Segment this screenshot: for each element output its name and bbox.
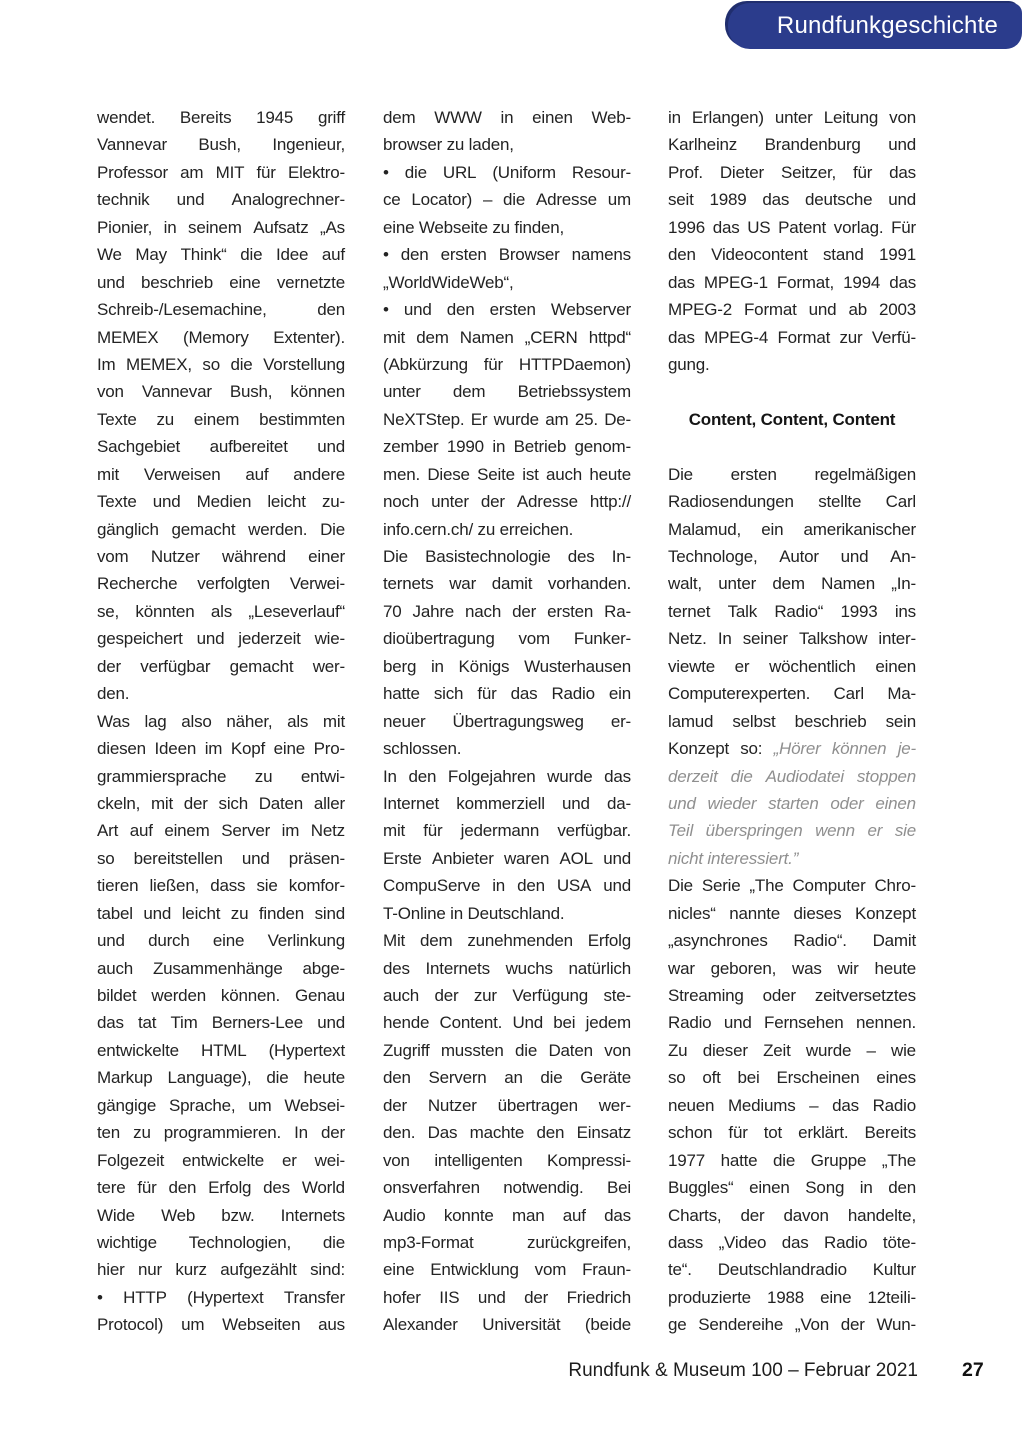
text-line: Alexander Universität (beide <box>383 1315 631 1335</box>
text-line: eine Webseite zu finden, <box>383 217 565 237</box>
text-line: Zu dieser Zeit wurde – wie <box>668 1040 916 1060</box>
text-line: grammiersprache zu entwi- <box>97 766 345 786</box>
text-line: gängige Sprache, um Websei- <box>97 1095 345 1115</box>
text-line: CompuServe in den USA und <box>383 876 631 896</box>
text-line: 70 Jahre nach der ersten Ra- <box>383 601 631 621</box>
text-line: neuen Mediums – das Radio <box>668 1095 916 1115</box>
text-line: den. Das machte den Einsatz <box>383 1123 631 1143</box>
text-line: gänglich gemacht werden. Die <box>97 519 345 539</box>
text-line: hatte sich für das Radio ein <box>383 684 631 704</box>
text-line: Texte und Medien leicht zu- <box>97 492 345 512</box>
text-line: dass „Video das Radio töte- <box>668 1232 916 1252</box>
text-line: T-Online in Deutschland. <box>383 903 565 923</box>
text-line: des Internets wuchs natürlich <box>383 958 631 978</box>
text-line: Zugriff mussten die Daten von <box>383 1040 631 1060</box>
text-line: auch Zusammenhänge abge- <box>97 958 345 978</box>
text-line: 1977 hatte die Gruppe „The <box>668 1150 916 1170</box>
text-line: mit für jedermann verfügbar. <box>383 821 631 841</box>
text-line: • den ersten Browser namens <box>383 245 631 265</box>
text-line: „WorldWideWeb“, <box>383 272 514 292</box>
text-line: Content, Content, Content <box>688 409 896 429</box>
text-line: NeXTStep. Er wurde am 25. De- <box>383 409 631 429</box>
text-line: neuer Übertragungsweg er- <box>383 711 631 731</box>
text-line: hende Content. Und bei jedem <box>383 1013 631 1033</box>
text-line: dem WWW in einen Web- <box>383 108 631 127</box>
text-line: (Abkürzung für HTTPDaemon) <box>383 354 631 374</box>
text-line: Charts, der davon handelte, <box>668 1205 916 1225</box>
text-line: der Nutzer übertragen wer- <box>383 1095 631 1115</box>
text-line: Erste Anbieter waren AOL und <box>383 848 631 868</box>
text-line <box>668 433 916 460</box>
text-line: eine Entwicklung vom Fraun- <box>383 1260 631 1280</box>
footer-journal-title: Rundfunk & Museum 100 – Februar 2021 <box>568 1360 918 1381</box>
text-line: 1996 das US Patent vorlag. Für <box>668 217 916 237</box>
text-line: auch der zur Verfügung ste- <box>383 986 631 1005</box>
text-line: ckeln, mit der sich Daten aller <box>97 793 345 813</box>
text-line: Schreib-/Lesemachine, den <box>97 300 345 320</box>
text-line: Sachgebiet aufbereitet und <box>97 437 345 457</box>
text-line: Malamud, ein amerikanischer <box>668 519 916 539</box>
text-line: das MPEG-1 Format, 1994 das <box>668 272 916 292</box>
text-line: derzeit die Audiodatei stoppen <box>668 766 916 786</box>
text-line: in Erlangen) unter Leitung von <box>668 108 916 127</box>
text-line: se, könnten als „Leseverlauf“ <box>97 601 345 621</box>
text-line: Mit dem zunehmenden Erfolg <box>383 931 631 951</box>
text-line: so bereitstellen und präsen- <box>97 848 345 868</box>
text-line: nicles“ nannte dieses Konzept <box>668 903 916 923</box>
text-line: den Servern an die Geräte <box>383 1068 631 1088</box>
text-line: te“. Deutschlandradio Kultur <box>668 1260 916 1280</box>
text-line: den Videocontent stand 1991 <box>668 245 916 265</box>
text-line: und beschrieb eine vernetzte <box>97 272 345 292</box>
text-line: Markup Language), die heute <box>97 1068 345 1088</box>
text-line: und durch eine Verlinkung <box>97 931 345 951</box>
text-line: Protocol) um Webseiten aus <box>97 1315 345 1335</box>
text-line: Radio und Fernsehen nennen. <box>668 1013 916 1033</box>
text-line: von intelligenten Kompressi- <box>383 1150 631 1170</box>
text-line: Technologe, Autor und An- <box>668 547 916 566</box>
text-line: diesen Ideen im Kopf eine Pro- <box>97 739 345 759</box>
text-line: Radiosendungen stellte Carl <box>668 492 916 512</box>
text-line: berg in Königs Wusterhausen <box>383 656 631 676</box>
text-line: war geboren, was wir heute <box>668 958 916 978</box>
text-line: • die URL (Uniform Resour- <box>383 162 631 182</box>
text-line: Recherche verfolgten Verwei- <box>97 574 345 594</box>
text-line: bildet werden können. Genau <box>97 986 345 1005</box>
text-line: onsverfahren notwendig. Bei <box>383 1178 631 1198</box>
text-line: schon für tot erklärt. Bereits <box>668 1123 916 1143</box>
text-line: Pionier, in seinem Aufsatz „As <box>97 217 345 237</box>
section-badge <box>728 3 1022 49</box>
text-line: der verfügbar gemacht wer- <box>97 656 345 676</box>
text-line: zember 1990 in Betrieb genom- <box>383 437 631 457</box>
text-line: tere für den Erfolg des World <box>97 1178 345 1198</box>
text-line: seit 1989 das deutsche und <box>668 190 916 210</box>
text-line: Die Basistechnologie des In- <box>383 547 631 566</box>
text-line: und wieder starten oder einen <box>668 793 916 813</box>
text-line: Konzept so: „Hörer können je- <box>668 739 916 759</box>
text-line: Vannevar Bush, Ingenieur, <box>97 135 345 155</box>
text-line: Streaming oder zeitversetztes <box>668 986 916 1005</box>
text-line: Art auf einem Server im Netz <box>97 821 345 841</box>
text-line: Die ersten regelmäßigen <box>668 464 916 484</box>
text-line: hofer IIS und der Friedrich <box>383 1287 631 1307</box>
text-line: walt, unter dem Namen „In- <box>668 574 916 594</box>
text-line: von Vannevar Bush, können <box>97 382 345 402</box>
text-line: Internet kommerziell und da- <box>383 793 631 813</box>
text-line: men. Diese Seite ist auch heute <box>383 464 631 484</box>
text-line: info.cern.ch/ zu erreichen. <box>383 519 574 539</box>
text-line: unter dem Betriebssystem <box>383 382 631 402</box>
text-line: Im MEMEX, so die Vorstellung <box>97 354 345 374</box>
text-line: Professor am MIT für Elektro- <box>97 162 345 182</box>
text-line: Audio konnte man auf das <box>383 1205 631 1225</box>
text-line: gung. <box>668 354 710 374</box>
text-line: mp3-Format zurückgreifen, <box>383 1232 631 1252</box>
text-line: tieren ließen, dass sie komfor- <box>97 876 345 896</box>
text-line: Netz. In seiner Talkshow inter- <box>668 629 916 649</box>
text-line: wendet. Bereits 1945 griff <box>97 108 345 127</box>
text-line: „asynchrones Radio“. Damit <box>668 931 916 951</box>
text-line: noch unter der Adresse http:// <box>383 492 631 512</box>
text-line: Texte zu einem bestimmten <box>97 409 345 429</box>
text-line: schlossen. <box>383 739 462 759</box>
text-line: viewte er wöchentlich einen <box>668 656 916 676</box>
text-line: den. <box>97 684 130 704</box>
text-line: ge Sendereihe „Von der Wun- <box>668 1315 916 1335</box>
text-line: Computerexperten. Carl Ma- <box>668 684 916 704</box>
article-column-2 <box>383 104 631 1339</box>
text-line: vom Nutzer während einer <box>97 547 345 566</box>
text-line: dioübertragung vom Funker- <box>383 629 631 649</box>
text-line: MEMEX (Memory Extenter). <box>97 327 345 347</box>
text-line: browser zu laden, <box>383 135 514 155</box>
text-line: Karlheinz Brandenburg und <box>668 135 916 155</box>
text-line: tabel und leicht zu finden sind <box>97 903 345 923</box>
text-line: Buggles“ einen Song in den <box>668 1178 916 1198</box>
article-column-3 <box>668 104 916 1339</box>
text-line: Die Serie „The Computer Chro- <box>668 876 916 896</box>
text-line: entwickelte HTML (Hypertext <box>97 1040 345 1060</box>
text-line: Was lag also näher, als mit <box>97 711 345 731</box>
text-line: ten zu programmieren. In der <box>97 1123 345 1143</box>
text-line: technik und Analogrechner- <box>97 190 345 210</box>
text-line: Prof. Dieter Seitzer, für das <box>668 162 916 182</box>
text-line: nicht interessiert.” <box>668 848 799 868</box>
text-line: wichtige Technologien, die <box>97 1232 345 1252</box>
text-line: gespeichert und jederzeit wie- <box>97 629 345 649</box>
text-line: ternets war damit vorhanden. <box>383 574 631 594</box>
text-line: Folgezeit entwickelte er wei- <box>97 1150 345 1170</box>
text-line: Teil überspringen wenn er sie <box>668 821 916 841</box>
text-line: das MPEG-4 Format zur Verfü- <box>668 327 916 347</box>
text-line: In den Folgejahren wurde das <box>383 766 631 786</box>
text-line: produzierte 1988 eine 12teili- <box>668 1287 916 1307</box>
text-line <box>668 378 916 405</box>
text-line: Wide Web bzw. Internets <box>97 1205 345 1225</box>
text-line: mit Verweisen auf andere <box>97 464 345 484</box>
text-line: hier nur kurz aufgezählt sind: <box>97 1260 345 1280</box>
footer-page-number: 27 <box>962 1359 984 1381</box>
text-line: lamud selbst beschrieb sein <box>668 711 916 731</box>
text-line: ce Locator) – die Adresse um <box>383 190 631 210</box>
article-column-1 <box>97 104 345 1339</box>
text-line: We May Think“ die Idee auf <box>97 245 345 265</box>
text-line: • HTTP (Hypertext Transfer <box>97 1287 345 1307</box>
text-line: mit dem Namen „CERN httpd“ <box>383 327 631 347</box>
text-line: ternet Talk Radio“ 1993 ins <box>668 601 916 621</box>
text-line: so oft bei Erscheinen eines <box>668 1068 916 1088</box>
text-line: das tat Tim Berners-Lee und <box>97 1013 345 1033</box>
text-line: MPEG-2 Format und ab 2003 <box>668 300 916 320</box>
section-badge-label: Rundfunkgeschichte <box>776 12 998 39</box>
text-line: • und den ersten Webserver <box>383 300 631 320</box>
